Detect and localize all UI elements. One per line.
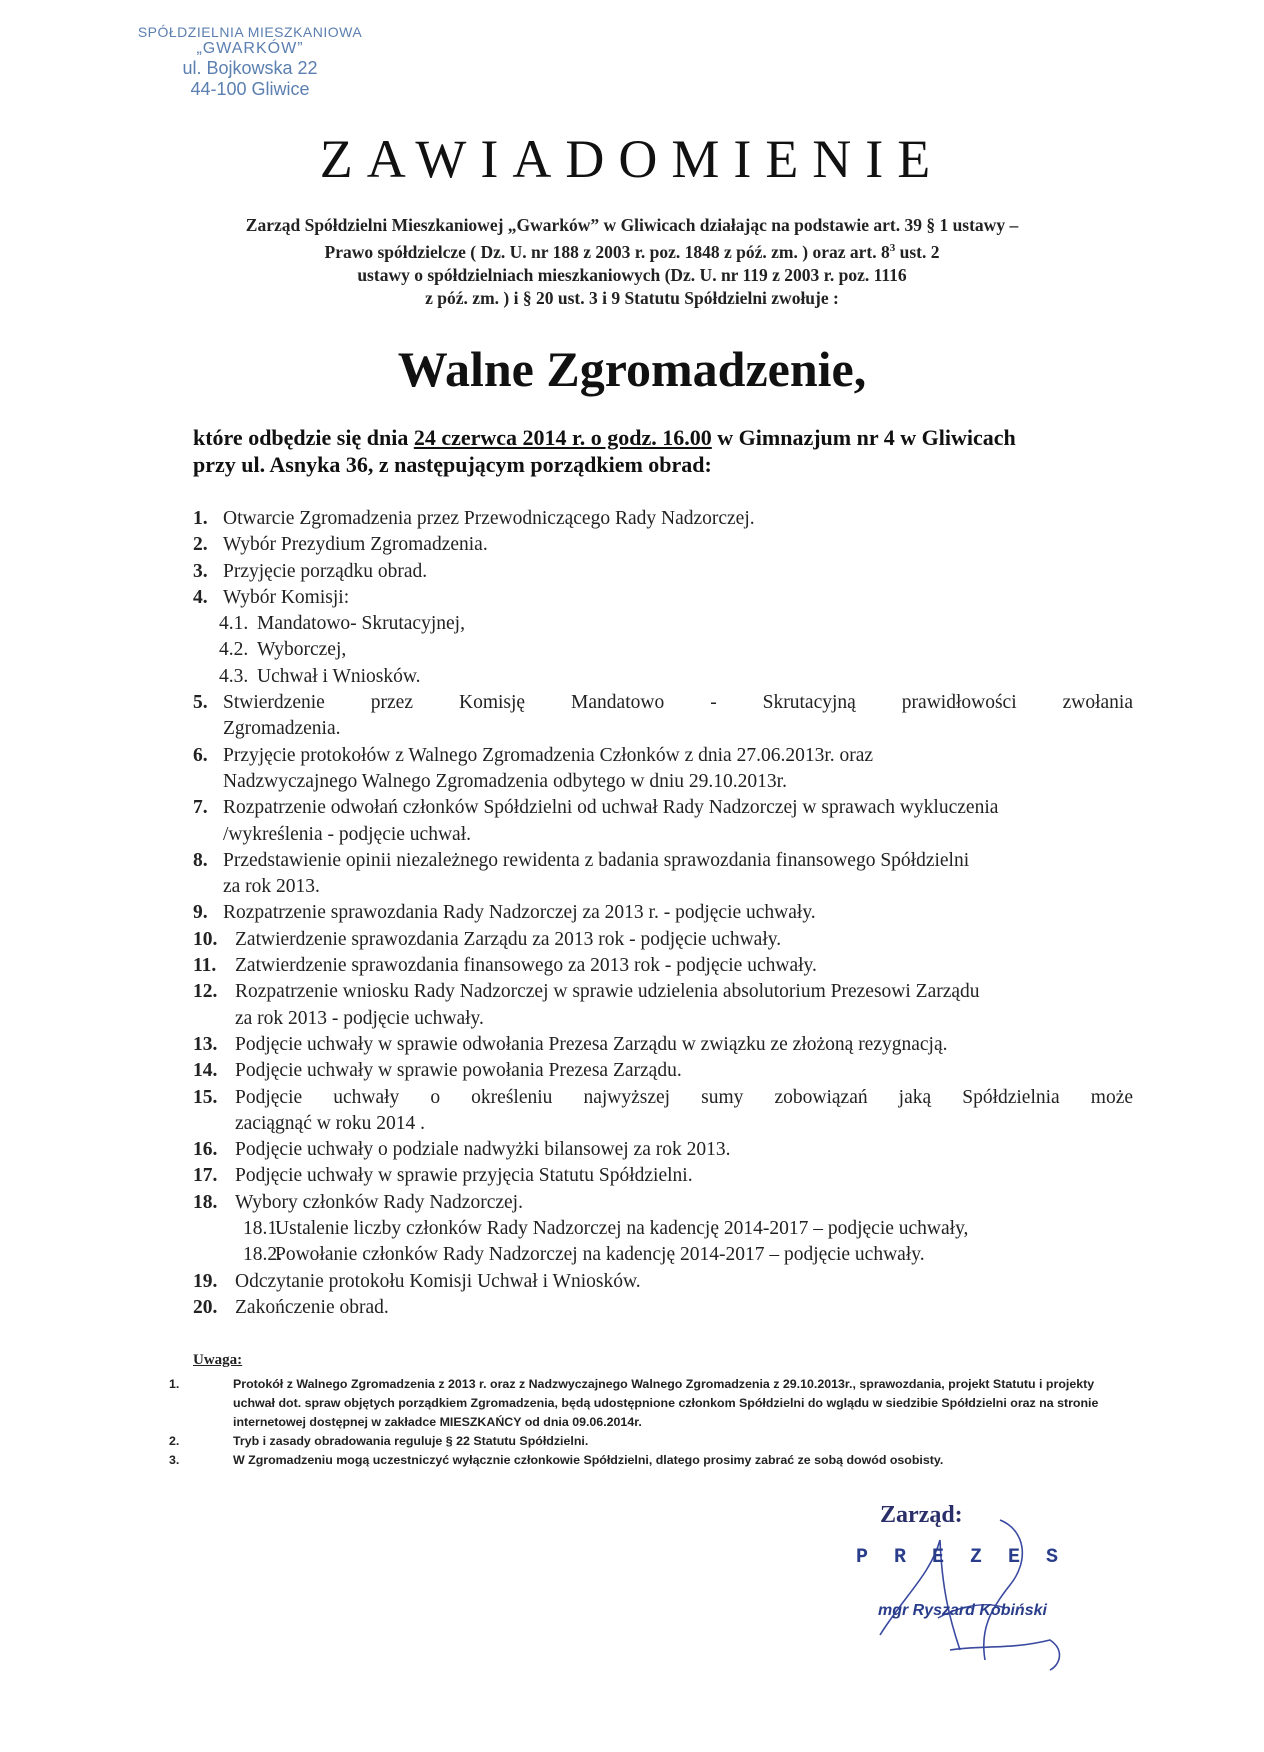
intro-text: ust. 2 bbox=[895, 241, 940, 262]
agenda-number: 5. bbox=[193, 692, 208, 714]
agenda-subnumber: 4.2. bbox=[219, 639, 249, 661]
agenda-text-continued: zaciągnąć w roku 2014 . bbox=[235, 1112, 426, 1134]
agenda-subitem bbox=[193, 637, 1133, 663]
cooperative-stamp bbox=[130, 24, 370, 100]
agenda-number: 17. bbox=[193, 1165, 218, 1187]
agenda-number: 18. bbox=[193, 1191, 218, 1213]
agenda-item bbox=[193, 795, 1133, 848]
intro-text: Prawo spółdzielcze ( Dz. U. nr 188 z 2003 r. poz. 1848 z póź. zm. ) oraz art. 8 bbox=[324, 241, 890, 262]
agenda-item bbox=[193, 848, 1133, 901]
meeting-place: w Gimnazjum nr 4 w Gliwicach bbox=[711, 425, 1016, 450]
note-item bbox=[169, 1451, 1123, 1470]
agenda-subtext: Mandatowo- Skrutacyjnej, bbox=[257, 613, 465, 635]
note-item bbox=[169, 1375, 1123, 1432]
agenda-text: Rozpatrzenie wniosku Rady Nadzorczej w sprawie udzielenia absolutorium Prezesowi Zarządu bbox=[235, 981, 980, 1003]
agenda-number: 9. bbox=[193, 902, 208, 924]
note-text: W Zgromadzeniu mogą uczestniczyć wyłącznie członkowie Spółdzielni, dlatego prosimy zabrać ze sobą dowód osobisty. bbox=[233, 1453, 944, 1467]
agenda-number: 11. bbox=[193, 955, 217, 977]
document-title: ZAWIADOMIENIE bbox=[319, 129, 945, 189]
agenda-subitem bbox=[193, 611, 1133, 637]
meeting-line: przy ul. Asnyka 36, z następującym porządkiem obrad: bbox=[193, 452, 712, 477]
assembly-title: Walne Zgromadzenie, bbox=[397, 341, 867, 397]
agenda-item bbox=[193, 927, 1133, 953]
agenda-text: Stwierdzenie przez Komisję Mandatowo - Skrutacyjną prawidłowości zwołania bbox=[223, 692, 1133, 714]
agenda-subitem bbox=[193, 664, 1133, 690]
agenda-text-continued: za rok 2013. bbox=[223, 876, 320, 898]
intro-line: Zarząd Spółdzielni Mieszkaniowej „Gwarków” w Gliwicach działając na podstawie art. 39 § 1 ustawy – bbox=[245, 215, 1019, 235]
agenda-number: 8. bbox=[193, 849, 208, 871]
agenda-text: Rozpatrzenie sprawozdania Rady Nadzorczej za 2013 r. - podjęcie uchwały. bbox=[223, 902, 816, 924]
agenda-item bbox=[193, 900, 1133, 926]
agenda-subtext: Ustalenie liczby członków Rady Nadzorczej na kadencję 2014-2017 – podjęcie uchwały, bbox=[275, 1218, 969, 1240]
agenda-number: 13. bbox=[193, 1033, 218, 1055]
stamp-line-2: „GWARKÓW” bbox=[196, 40, 304, 58]
agenda-number: 12. bbox=[193, 981, 218, 1003]
agenda-text: Podjęcie uchwały w sprawie przyjęcia Statutu Spółdzielni. bbox=[235, 1165, 693, 1187]
agenda-item bbox=[193, 1190, 1133, 1216]
agenda-list bbox=[193, 506, 1133, 1321]
agenda-item bbox=[193, 559, 1133, 585]
note-number: 2. bbox=[169, 1434, 180, 1448]
note-item bbox=[169, 1432, 1123, 1451]
agenda-text: Zatwierdzenie sprawozdania Zarządu za 2013 rok - podjęcie uchwały. bbox=[235, 928, 782, 950]
agenda-item bbox=[193, 953, 1133, 979]
agenda-text: Odczytanie protokołu Komisji Uchwał i Wniosków. bbox=[235, 1270, 641, 1292]
agenda-item bbox=[193, 585, 1133, 611]
stamp-line-3: ul. Bojkowska 22 bbox=[182, 58, 318, 79]
agenda-item bbox=[193, 1295, 1133, 1321]
agenda-item bbox=[193, 979, 1133, 1032]
note-text: Protokół z Walnego Zgromadzenia z 2013 r. oraz z Nadzwyczajnego Walnego Zgromadzenia z 29.10.2013r., sprawozdania, projekt Statutu i projekty uchwał dot. spraw objętych porządkiem Zgromadzenia, będą udostępnione członkom Spółdzielni do wglądu w siedzibie Spółdzielni oraz na stronie internetowej dostępnej w zakładce MIESZKAŃCY od dnia 09.06.2014r. bbox=[233, 1377, 1099, 1429]
agenda-text: Przedstawienie opinii niezależnego rewidenta z badania sprawozdania finansowego Spółdzielni bbox=[223, 849, 970, 871]
signature-block bbox=[850, 1490, 1090, 1660]
agenda-item bbox=[193, 743, 1133, 796]
agenda-text: Wybór Komisji: bbox=[223, 586, 350, 608]
agenda-item bbox=[193, 1163, 1133, 1189]
agenda-text: Otwarcie Zgromadzenia przez Przewodniczącego Rady Nadzorczej. bbox=[223, 508, 755, 529]
agenda-text: Wybór Prezydium Zgromadzenia. bbox=[223, 534, 488, 556]
stamp-line-4: 44-100 Gliwice bbox=[190, 79, 310, 100]
agenda-item bbox=[193, 1137, 1133, 1163]
agenda-text: Przyjęcie porządku obrad. bbox=[223, 560, 428, 582]
note-text: Tryb i zasady obradowania reguluje § 22 Statutu Spółdzielni. bbox=[233, 1434, 589, 1448]
agenda-subnumber: 4.3. bbox=[219, 665, 249, 687]
intro-line: ustawy o spółdzielniach mieszkaniowych (Dz. U. nr 119 z 2003 r. poz. 1116 bbox=[357, 264, 907, 285]
meeting-pre: które odbędzie się dnia bbox=[193, 425, 414, 450]
agenda-text: Przyjęcie protokołów z Walnego Zgromadzenia Członków z dnia 27.06.2013r. oraz bbox=[223, 744, 874, 766]
agenda-number: 2. bbox=[193, 534, 208, 556]
agenda-item bbox=[193, 532, 1133, 558]
meeting-date-time: 24 czerwca 2014 r. o godz. 16.00 bbox=[413, 425, 712, 450]
agenda-item bbox=[193, 1058, 1133, 1084]
intro-paragraph bbox=[180, 214, 1084, 310]
agenda-text-continued: Zgromadzenia. bbox=[223, 718, 341, 740]
agenda-text: Wybory członków Rady Nadzorczej. bbox=[235, 1191, 523, 1213]
agenda-text-continued: za rok 2013 - podjęcie uchwały. bbox=[235, 1007, 484, 1029]
agenda-number: 10. bbox=[193, 928, 218, 950]
agenda-text-continued: /wykreślenia - podjęcie uchwał. bbox=[223, 823, 471, 845]
agenda-text: Podjęcie uchwały w sprawie powołania Prezesa Zarządu. bbox=[235, 1060, 682, 1082]
agenda-item bbox=[193, 506, 1133, 532]
intro-line: z póź. zm. ) i § 20 ust. 3 i 9 Statutu Spółdzielni zwołuje : bbox=[425, 287, 839, 308]
agenda-subnumber: 4.1. bbox=[219, 613, 249, 635]
agenda-subitem bbox=[193, 1216, 1133, 1242]
agenda-text-continued: Nadzwyczajnego Walnego Zgromadzenia odbytego w dniu 29.10.2013r. bbox=[223, 770, 787, 792]
agenda-subtext: Powołanie członków Rady Nadzorczej na kadencję 2014-2017 – podjęcie uchwały. bbox=[275, 1244, 925, 1266]
agenda-subtext: Wyborczej, bbox=[257, 639, 347, 661]
agenda-number: 19. bbox=[193, 1270, 218, 1292]
note-number: 3. bbox=[169, 1453, 180, 1467]
signature-role: PREZES bbox=[856, 1546, 1085, 1569]
agenda-number: 1. bbox=[193, 508, 208, 529]
agenda-number: 14. bbox=[193, 1060, 218, 1082]
agenda-item bbox=[193, 1032, 1133, 1058]
agenda-text: Podjęcie uchwały o podziale nadwyżki bilansowej za rok 2013. bbox=[235, 1139, 731, 1161]
agenda-subitem bbox=[193, 1242, 1133, 1268]
stamp-line-1: SPÓŁDZIELNIA MIESZKANIOWA bbox=[137, 24, 363, 40]
agenda-item bbox=[193, 1269, 1133, 1295]
agenda-subnumber: 18.2. bbox=[243, 1244, 282, 1266]
agenda-text: Podjęcie uchwały w sprawie odwołania Prezesa Zarządu w związku ze złożoną rezygnacją. bbox=[235, 1033, 948, 1055]
agenda-text: Podjęcie uchwały o określeniu najwyższej sumy zobowiązań jaką Spółdzielnia może bbox=[235, 1086, 1133, 1108]
agenda-item bbox=[193, 690, 1133, 743]
notes-heading: Uwaga: bbox=[193, 1352, 243, 1368]
agenda-number: 16. bbox=[193, 1139, 218, 1161]
agenda-number: 7. bbox=[193, 797, 208, 819]
agenda-number: 4. bbox=[193, 586, 208, 608]
agenda-number: 3. bbox=[193, 560, 208, 582]
intro-line bbox=[180, 237, 1084, 264]
agenda-subtext: Uchwał i Wniosków. bbox=[257, 665, 421, 687]
signature-label: Zarząd: bbox=[880, 1502, 963, 1528]
agenda-text: Zatwierdzenie sprawozdania finansowego za 2013 rok - podjęcie uchwały. bbox=[235, 955, 817, 977]
agenda-text: Zakończenie obrad. bbox=[235, 1296, 389, 1318]
agenda-number: 20. bbox=[193, 1296, 218, 1318]
meeting-info bbox=[193, 424, 1153, 478]
agenda-number: 6. bbox=[193, 744, 208, 766]
agenda-item bbox=[193, 1085, 1133, 1138]
agenda-text: Rozpatrzenie odwołań członków Spółdzielni od uchwał Rady Nadzorczej w sprawach wykluczenia bbox=[223, 797, 999, 819]
meeting-line bbox=[193, 424, 1153, 451]
signature-name: mgr Ryszard Kobiński bbox=[878, 1602, 1047, 1619]
intro-superscript: 3 bbox=[889, 242, 896, 254]
note-number: 1. bbox=[169, 1377, 180, 1391]
notes-section bbox=[169, 1352, 1123, 1470]
agenda-subnumber: 18.1. bbox=[243, 1218, 282, 1240]
agenda-number: 15. bbox=[193, 1086, 218, 1108]
